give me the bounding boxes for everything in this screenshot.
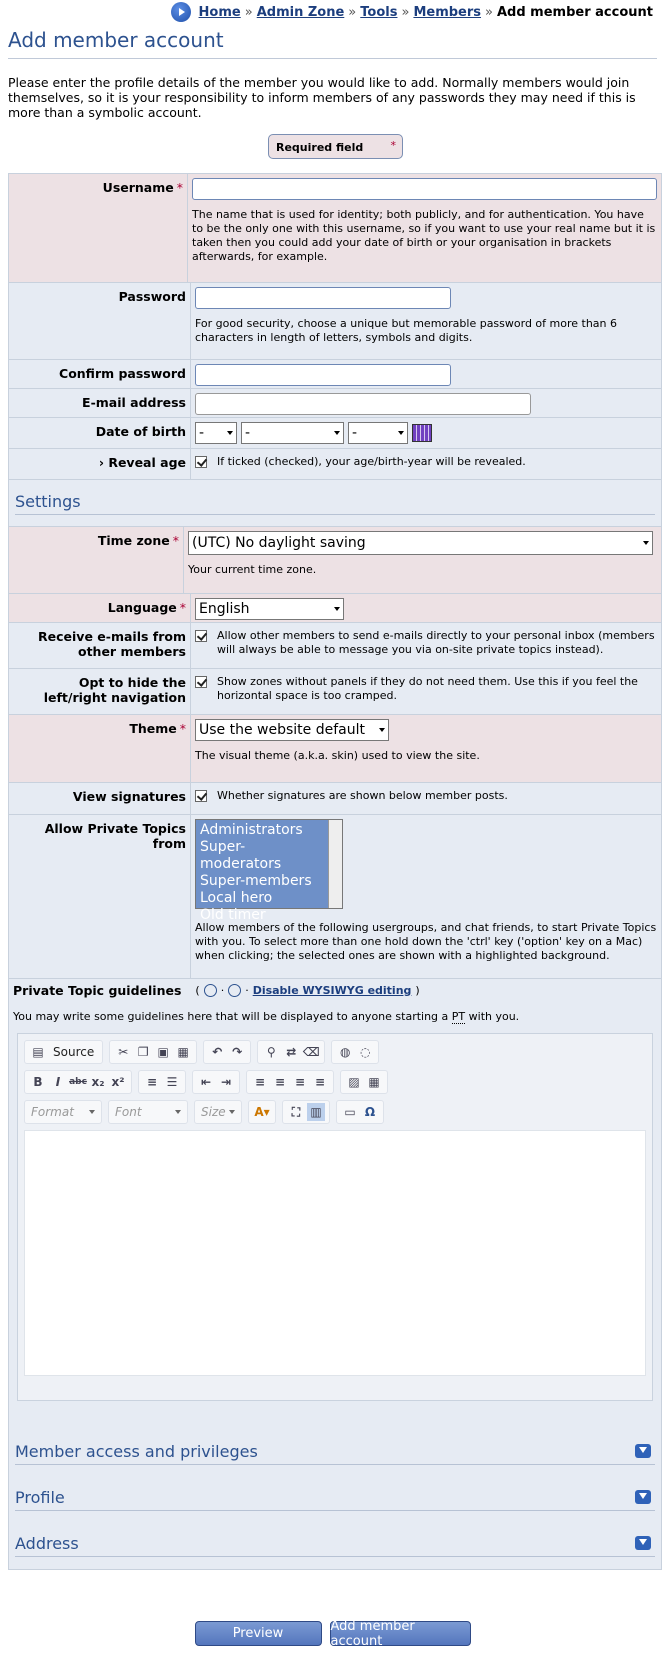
- breadcrumb-current: Add member account: [496, 4, 653, 20]
- form-buttons: [0, 1618, 665, 1649]
- dot-separator: ·: [245, 984, 249, 997]
- receive-emails-label: Receive e-mails from other members: [9, 623, 191, 668]
- dob-year-select[interactable]: -: [348, 422, 408, 444]
- theme-description: The visual theme (a.k.a. skin) used to view the site.: [195, 749, 480, 762]
- chevron-down-icon: [175, 1110, 181, 1114]
- view-signatures-label: View signatures: [9, 783, 191, 814]
- reveal-age-row: [9, 449, 661, 480]
- maximize-icon[interactable]: ⛶: [291, 1104, 301, 1119]
- view-signatures-description: Whether signatures are shown below member posts.: [217, 789, 508, 802]
- breadcrumb-separator: »: [485, 4, 493, 20]
- timezone-row: [9, 527, 661, 594]
- horizontal-rule-icon[interactable]: ▭: [344, 1105, 356, 1119]
- profile-title: Profile: [15, 1488, 655, 1511]
- breadcrumb-tools-link[interactable]: Tools: [360, 4, 398, 20]
- find-icon[interactable]: ⚲: [266, 1045, 276, 1059]
- address-section[interactable]: [8, 1522, 662, 1570]
- receive-emails-description: Allow other members to send e-mails directly to your personal inbox (members will always be able to message you via on-site private topics instead).: [217, 629, 655, 656]
- breadcrumb-separator: »: [401, 4, 410, 20]
- editor-content-area[interactable]: [24, 1130, 646, 1376]
- reveal-age-label: › Reveal age: [9, 449, 191, 479]
- disable-wysiwyg-link[interactable]: Disable WYSIWYG editing: [252, 984, 412, 997]
- pt-guidelines-label: Private Topic guidelines: [13, 983, 182, 998]
- address-title: Address: [15, 1534, 655, 1557]
- allow-pt-option[interactable]: Super-members: [200, 873, 312, 889]
- password-input[interactable]: [195, 287, 451, 309]
- allow-pt-option[interactable]: Super-moderators: [200, 839, 282, 872]
- dob-day-select[interactable]: -: [195, 422, 237, 444]
- undo-icon[interactable]: ↶: [212, 1045, 223, 1059]
- allow-pt-label: Allow Private Topics from: [9, 815, 191, 978]
- dot-separator: ·: [220, 984, 225, 997]
- image-icon[interactable]: ▨: [348, 1075, 360, 1089]
- language-label: Language *: [9, 594, 191, 622]
- wysiwyg-editor: [17, 1033, 653, 1401]
- confirm-password-input[interactable]: [195, 364, 451, 386]
- expand-icon[interactable]: [635, 1444, 651, 1458]
- size-combo[interactable]: Size: [194, 1100, 242, 1124]
- spellcheck-options-icon[interactable]: ◌: [359, 1045, 371, 1059]
- settings-section-header: [9, 480, 661, 527]
- username-description: The name that is used for identity; both publicly, and for authentication. You have to be the only one with this username, so if you want to use your real name but it is taken then you could add your date of birth or your organisation in brackets afterwards, for example.: [192, 208, 656, 263]
- indent-icon[interactable]: ⇥: [220, 1075, 232, 1089]
- intro-text: Please enter the profile details of the member you would like to add. Normally members would join themselves, so it is your responsibility to inform members of any passwords they may need if this is more than a symbolic account.: [8, 75, 636, 120]
- chevron-down-icon: [334, 607, 340, 611]
- comcode-icon[interactable]: [204, 984, 217, 997]
- dob-label: Date of birth: [9, 418, 191, 448]
- hide-nav-checkbox[interactable]: [195, 676, 207, 688]
- breadcrumb-separator: »: [348, 4, 357, 20]
- align-right-icon[interactable]: ≡: [294, 1075, 306, 1089]
- receive-emails-row: [9, 623, 661, 669]
- calendar-icon[interactable]: [412, 424, 432, 442]
- receive-emails-checkbox[interactable]: [195, 630, 207, 642]
- add-member-button[interactable]: Add member account: [330, 1621, 471, 1646]
- timezone-select[interactable]: (UTC) No daylight saving: [188, 531, 653, 555]
- email-input[interactable]: [195, 393, 531, 415]
- dob-row: [9, 418, 661, 449]
- italic-icon[interactable]: I: [55, 1075, 61, 1089]
- font-combo[interactable]: Font: [108, 1100, 188, 1124]
- paste-icon[interactable]: ▣: [157, 1045, 169, 1059]
- strike-icon[interactable]: abc: [69, 1077, 87, 1087]
- reveal-age-description: If ticked (checked), your age/birth-year will be revealed.: [217, 455, 526, 468]
- breadcrumb-members-link[interactable]: Members: [413, 4, 482, 20]
- allow-pt-option[interactable]: Local hero: [200, 890, 273, 906]
- reveal-age-checkbox[interactable]: [195, 456, 207, 468]
- settings-title: Settings: [15, 492, 655, 515]
- password-description: For good security, choose a unique but memorable password of more than 6 characters in length of letters, symbols and digits.: [195, 317, 618, 344]
- chevron-down-icon: [89, 1110, 95, 1114]
- password-row: [9, 283, 661, 360]
- email-row: [9, 389, 661, 418]
- hide-nav-description: Show zones without panels if they do not need them. Use this if you feel the horizontal space is too cramped.: [217, 675, 638, 702]
- subscript-icon[interactable]: x₂: [91, 1075, 105, 1089]
- listbox-scrollbar[interactable]: [328, 820, 342, 908]
- member-access-section[interactable]: [8, 1430, 662, 1476]
- replace-icon[interactable]: ⇄: [286, 1045, 297, 1059]
- view-signatures-row: [9, 783, 661, 815]
- confirm-password-label: Confirm password: [9, 360, 191, 388]
- email-label: E-mail address: [9, 389, 191, 417]
- pt-guidelines-note: You may write some guidelines here that will be displayed to anyone starting a PT with you.: [13, 1010, 520, 1023]
- language-select[interactable]: English: [195, 598, 344, 620]
- view-signatures-checkbox[interactable]: [195, 790, 207, 802]
- required-field-label: Required field: [276, 141, 364, 154]
- username-input[interactable]: [192, 178, 657, 200]
- align-left-icon[interactable]: ≡: [254, 1075, 266, 1089]
- text-color-icon[interactable]: A▾: [254, 1105, 270, 1119]
- member-access-title: Member access and privileges: [15, 1442, 655, 1465]
- spellcheck-icon[interactable]: ◍: [339, 1045, 351, 1059]
- profile-section[interactable]: [8, 1476, 662, 1522]
- chevron-down-icon: [227, 431, 233, 435]
- chevron-down-icon: [229, 1110, 235, 1114]
- theme-label: Theme *: [9, 715, 191, 782]
- align-center-icon[interactable]: ≡: [274, 1075, 286, 1089]
- username-row: [9, 174, 661, 283]
- timezone-label: Time zone *: [9, 527, 184, 593]
- copy-icon[interactable]: ❐: [137, 1045, 149, 1059]
- emoticon-icon[interactable]: [228, 984, 241, 997]
- chevron-down-icon: [334, 431, 340, 435]
- cut-icon[interactable]: ✂: [118, 1045, 129, 1059]
- arrow-circle-icon: [171, 2, 191, 22]
- theme-select[interactable]: Use the website default: [195, 719, 389, 741]
- pt-guidelines-section: [9, 979, 661, 1439]
- expand-icon[interactable]: [635, 1536, 651, 1550]
- username-label: Username *: [9, 174, 188, 282]
- bulleted-list-icon[interactable]: ☰: [166, 1075, 178, 1089]
- eraser-icon[interactable]: ⌫: [302, 1045, 320, 1059]
- preview-button[interactable]: Preview: [195, 1621, 322, 1646]
- allow-pt-option[interactable]: Old timer: [200, 907, 266, 923]
- outdent-icon[interactable]: ⇤: [200, 1075, 212, 1089]
- theme-row: [9, 715, 661, 783]
- dob-month-select[interactable]: -: [241, 422, 344, 444]
- timezone-description: Your current time zone.: [188, 563, 317, 576]
- paren-open: (: [195, 984, 200, 997]
- chevron-down-icon: [379, 728, 385, 732]
- paren-close: ): [415, 984, 420, 997]
- format-combo[interactable]: Format: [24, 1100, 102, 1124]
- show-blocks-icon[interactable]: ▥: [307, 1103, 325, 1121]
- chevron-down-icon: [643, 541, 649, 545]
- hide-nav-row: [9, 669, 661, 715]
- member-form: [8, 173, 662, 1440]
- chevron-down-icon: [398, 431, 404, 435]
- allow-pt-listbox[interactable]: [195, 819, 343, 923]
- language-row: [9, 594, 661, 623]
- expand-icon[interactable]: [635, 1490, 651, 1504]
- breadcrumb-separator: »: [244, 4, 253, 20]
- special-char-icon[interactable]: Ω: [364, 1105, 376, 1119]
- numbered-list-icon[interactable]: ≡: [146, 1075, 158, 1089]
- allow-pt-description: Allow members of the following usergroups, and chat friends, to start Private Topics with you. To select more than one hold down the 'ctrl' key ('option' key on a Mac) when clicking; the selected ones are shown with a highlighted background.: [195, 921, 657, 962]
- password-label: Password: [9, 283, 191, 359]
- allow-pt-option[interactable]: Administrators: [200, 822, 303, 838]
- breadcrumb: [171, 2, 653, 22]
- table-icon[interactable]: ▦: [368, 1075, 380, 1089]
- page-title: Add member account: [8, 28, 657, 59]
- source-button[interactable]: Source: [53, 1045, 95, 1059]
- redo-icon[interactable]: ↷: [232, 1045, 243, 1059]
- required-star: *: [390, 139, 396, 152]
- hide-nav-label: Opt to hide the left/right navigation: [9, 669, 191, 714]
- justify-icon[interactable]: ≡: [314, 1075, 326, 1089]
- breadcrumb-home-link[interactable]: Home: [198, 4, 241, 20]
- breadcrumb-admin-zone-link[interactable]: Admin Zone: [256, 4, 345, 20]
- bold-icon[interactable]: B: [33, 1075, 43, 1089]
- paste-word-icon[interactable]: ▦: [177, 1045, 189, 1059]
- source-icon: ▤: [32, 1045, 44, 1059]
- required-field-legend: [268, 134, 403, 159]
- allow-pt-row: [9, 815, 661, 979]
- superscript-icon[interactable]: x²: [111, 1075, 125, 1089]
- confirm-password-row: [9, 360, 661, 389]
